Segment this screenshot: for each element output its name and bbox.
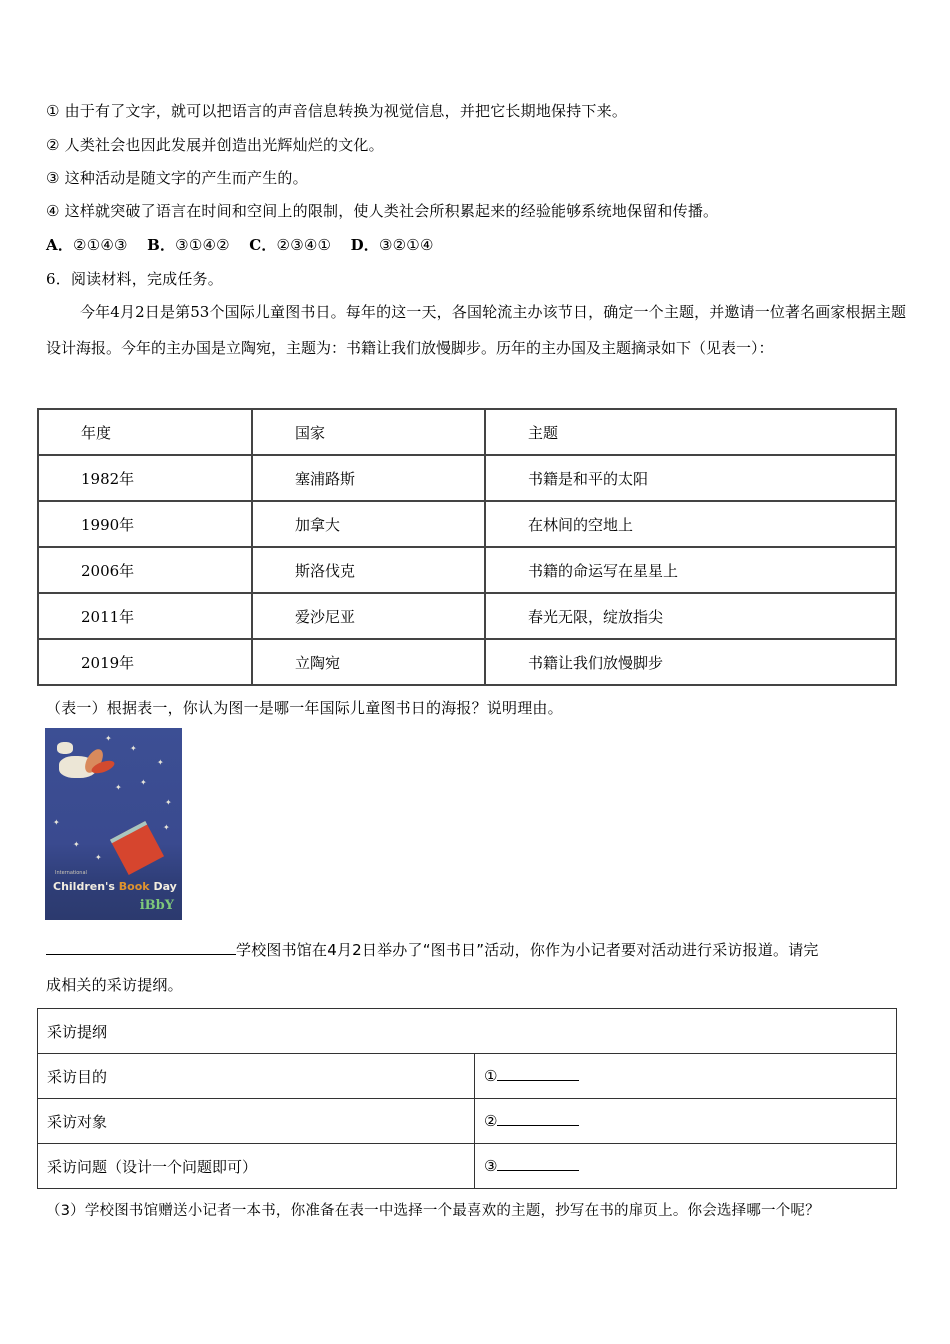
ibby-logo: iBbY bbox=[139, 898, 174, 913]
table-row bbox=[38, 639, 896, 685]
cell-country: 加拿大 bbox=[252, 501, 485, 547]
table-row bbox=[38, 1054, 897, 1099]
cell-year: 2019年 bbox=[38, 639, 252, 685]
answer-options bbox=[46, 235, 448, 255]
cell-theme: 书籍是和平的太阳 bbox=[485, 455, 896, 501]
table-header-row bbox=[38, 409, 896, 455]
poster-subtitle: International bbox=[55, 870, 87, 876]
sentence-text: 这样就突破了语言在时间和空间上的限制，使人类社会所积累起来的经验能够系统地保留和传播。 bbox=[64, 202, 719, 220]
option-a[interactable]: A．②①④③ bbox=[46, 236, 128, 254]
answer-cell[interactable]: ② bbox=[475, 1099, 897, 1144]
table-title-row bbox=[38, 1009, 897, 1054]
sentence-text: 人类社会也因此发展并创造出光辉灿烂的文化。 bbox=[64, 136, 384, 154]
table1-caption: （表一）根据表一，你认为图一是哪一年国际儿童图书日的海报？说明理由。 bbox=[46, 699, 563, 717]
question-6-paragraph: 今年4月2日是第53个国际儿童图书日。每年的这一天，各国轮流主办该节日，确定一个主题，并邀请一位著名画家根据主题设计海报。今年的主办国是立陶宛，主题为：书籍让我们放慢脚步。历年的主办国及主题摘录如下（见表一）： bbox=[46, 303, 906, 357]
header-theme: 主题 bbox=[485, 409, 896, 455]
cell-year: 1982年 bbox=[38, 455, 252, 501]
prompt-text: 学校图书馆在4月2日举办了“图书日”活动，你作为小记者要对活动进行采访报道。请完 bbox=[236, 941, 819, 959]
fill-blank[interactable] bbox=[46, 954, 236, 955]
cell-theme: 书籍让我们放慢脚步 bbox=[485, 639, 896, 685]
sentence-number: ③ bbox=[46, 169, 60, 187]
header-year: 年度 bbox=[38, 409, 252, 455]
answer-blank[interactable] bbox=[497, 1080, 579, 1081]
cell-year: 2006年 bbox=[38, 547, 252, 593]
option-d[interactable]: D．③②①④ bbox=[350, 236, 434, 254]
sentence-number: ④ bbox=[46, 202, 60, 220]
table-row bbox=[38, 547, 896, 593]
sentence-number: ① bbox=[46, 102, 60, 120]
cell-year: 1990年 bbox=[38, 501, 252, 547]
interview-prompt-line2: 成相关的采访提纲。 bbox=[46, 976, 183, 994]
answer-blank[interactable] bbox=[497, 1125, 579, 1126]
cell-theme: 在林间的空地上 bbox=[485, 501, 896, 547]
answer-blank[interactable] bbox=[497, 1170, 579, 1171]
cell-theme: 书籍的命运写在星星上 bbox=[485, 547, 896, 593]
interview-prompt-line1 bbox=[46, 940, 819, 960]
horse-head-shape bbox=[57, 742, 73, 754]
outline-title: 采访提纲 bbox=[38, 1009, 897, 1054]
answer-cell[interactable]: ③ bbox=[475, 1144, 897, 1189]
option-c[interactable]: C．②③④① bbox=[249, 236, 332, 254]
sentence-text: 由于有了文字，就可以把语言的声音信息转换为视觉信息，并把它长期地保持下来。 bbox=[64, 102, 628, 120]
cell-country: 塞浦路斯 bbox=[252, 455, 485, 501]
question-title: 阅读材料，完成任务。 bbox=[70, 270, 223, 288]
sentence-4 bbox=[46, 201, 718, 221]
table-row bbox=[38, 455, 896, 501]
cell-country: 斯洛伐克 bbox=[252, 547, 485, 593]
row-label: 采访问题（设计一个问题即可） bbox=[38, 1144, 475, 1189]
sentence-2 bbox=[46, 135, 384, 155]
table-row bbox=[38, 1099, 897, 1144]
cell-year: 2011年 bbox=[38, 593, 252, 639]
cell-country: 爱沙尼亚 bbox=[252, 593, 485, 639]
sentence-number: ② bbox=[46, 136, 60, 154]
table-row bbox=[38, 1144, 897, 1189]
question-3: （3）学校图书馆赠送小记者一本书，你准备在表一中选择一个最喜欢的主题，抄写在书的扉页上。你会选择哪一个呢？ bbox=[46, 1203, 820, 1219]
theme-history-table bbox=[37, 408, 897, 686]
table-row bbox=[38, 501, 896, 547]
row-label: 采访目的 bbox=[38, 1054, 475, 1099]
table-row bbox=[38, 593, 896, 639]
sentence-1 bbox=[46, 101, 627, 121]
interview-outline-table bbox=[37, 1008, 897, 1189]
poster-title: Children's Book Day bbox=[53, 880, 177, 893]
sentence-3 bbox=[46, 168, 308, 188]
cell-country: 立陶宛 bbox=[252, 639, 485, 685]
question-6-heading bbox=[46, 269, 223, 289]
childrens-book-day-poster: ✦ ✦ ✦ ✦ ✦ ✦ ✦ ✦ ✦ ✦ International Children's Book Day iBbY bbox=[45, 728, 182, 920]
answer-cell[interactable]: ① bbox=[475, 1054, 897, 1099]
cell-theme: 春光无限，绽放指尖 bbox=[485, 593, 896, 639]
header-country: 国家 bbox=[252, 409, 485, 455]
book-shape bbox=[110, 821, 164, 875]
sentence-text: 这种活动是随文字的产生而产生的。 bbox=[64, 169, 308, 187]
question-number: 6． bbox=[46, 270, 71, 288]
option-b[interactable]: B．③①④② bbox=[147, 236, 230, 254]
row-label: 采访对象 bbox=[38, 1099, 475, 1144]
